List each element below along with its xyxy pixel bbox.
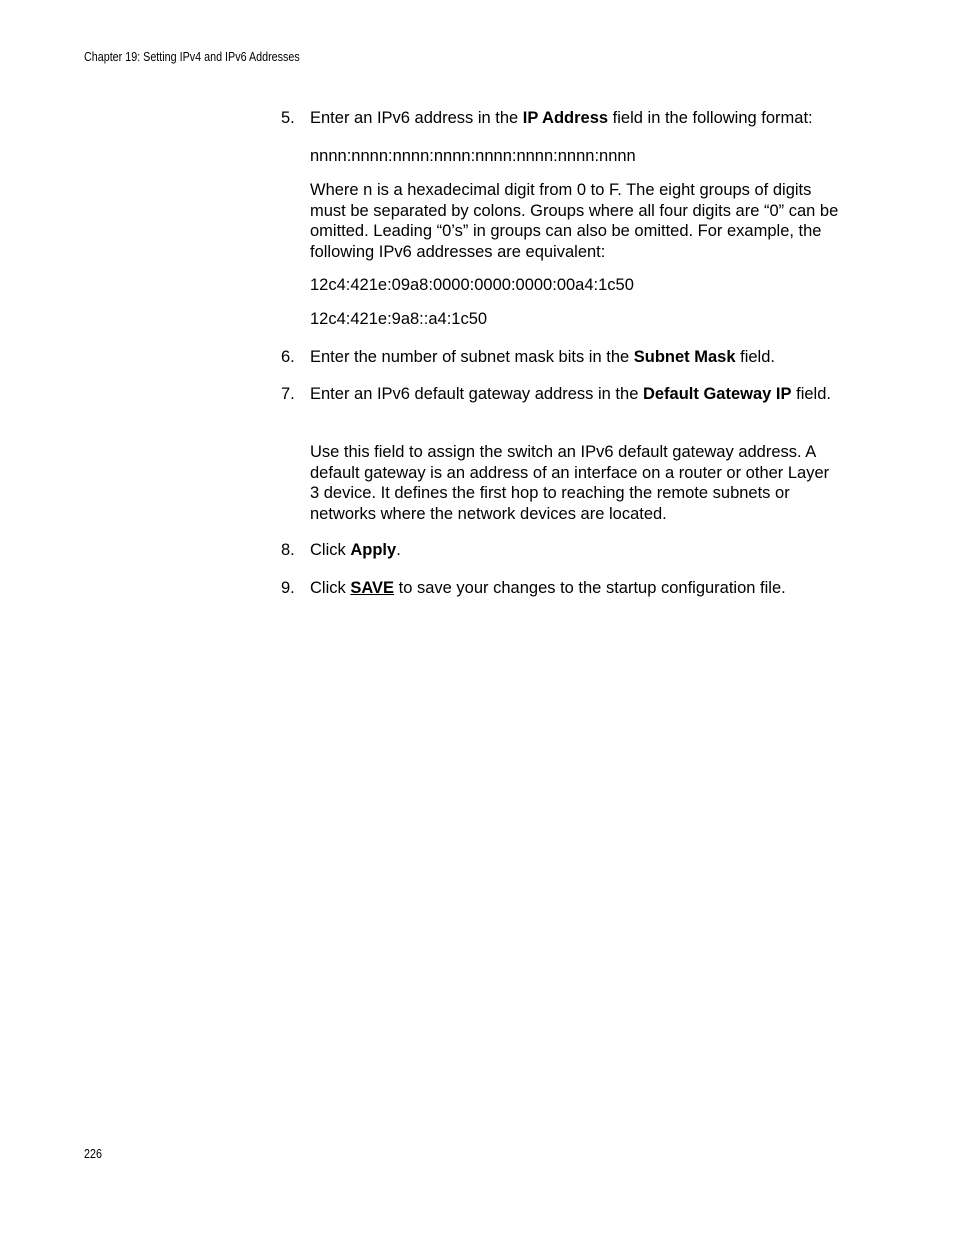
- step-text-post: field.: [735, 348, 775, 366]
- step-text-post: field in the following format:: [608, 109, 813, 127]
- gateway-explanation: Use this field to assign the switch an IPv6 default gateway address. A default gateway is an address of an interface on a router or other Layer 3 device. It defines the first hop to reaching the remote subnets or networks where the network devices are located.: [310, 443, 830, 523]
- ipv6-explanation: Where n is a hexadecimal digit from 0 to F. The eight groups of digits must be separated by colons. Groups where all four digits are “0” can be omitted. Leading “0’s” in groups can also be omitted. For example, the following IPv6 addresses are equivalent:: [310, 181, 839, 261]
- step-text: [310, 578, 840, 599]
- step-number: 6.: [281, 348, 295, 366]
- step-number: 8.: [281, 541, 295, 559]
- step-text: [310, 108, 840, 129]
- ipv6-example-full: 12c4:421e:09a8:0000:0000:0000:00a4:1c50: [310, 276, 634, 294]
- step-text-pre: Enter an IPv6 default gateway address in the: [310, 385, 643, 403]
- save-button-name: SAVE: [350, 579, 395, 597]
- step-number: 7.: [281, 385, 295, 403]
- step-text: [310, 347, 840, 368]
- page-number: 226: [84, 1147, 102, 1161]
- ipv6-format: nnnn:nnnn:nnnn:nnnn:nnnn:nnnn:nnnn:nnnn: [310, 147, 636, 165]
- step-text: [310, 540, 840, 561]
- step-text-pre: Enter an IPv6 address in the: [310, 109, 523, 127]
- step-text-pre: Click: [310, 541, 351, 559]
- step-text-pre: Click: [310, 579, 351, 597]
- default-gateway-field-name: Default Gateway IP: [642, 385, 792, 403]
- ip-address-field-name: IP Address: [522, 109, 609, 127]
- step-text-pre: Enter the number of subnet mask bits in the: [310, 348, 634, 366]
- chapter-header: Chapter 19: Setting IPv4 and IPv6 Addresses: [84, 50, 300, 64]
- step-number: 9.: [281, 579, 295, 597]
- step-text-post: .: [396, 541, 401, 559]
- ipv6-example-compressed: 12c4:421e:9a8::a4:1c50: [310, 310, 488, 328]
- step-text-post: to save your changes to the startup configuration file.: [394, 579, 786, 597]
- step-number: 5.: [281, 109, 295, 127]
- apply-button-name: Apply: [350, 541, 397, 559]
- step-text: [310, 384, 840, 405]
- subnet-mask-field-name: Subnet Mask: [633, 348, 736, 366]
- step-text-post: field.: [791, 385, 831, 403]
